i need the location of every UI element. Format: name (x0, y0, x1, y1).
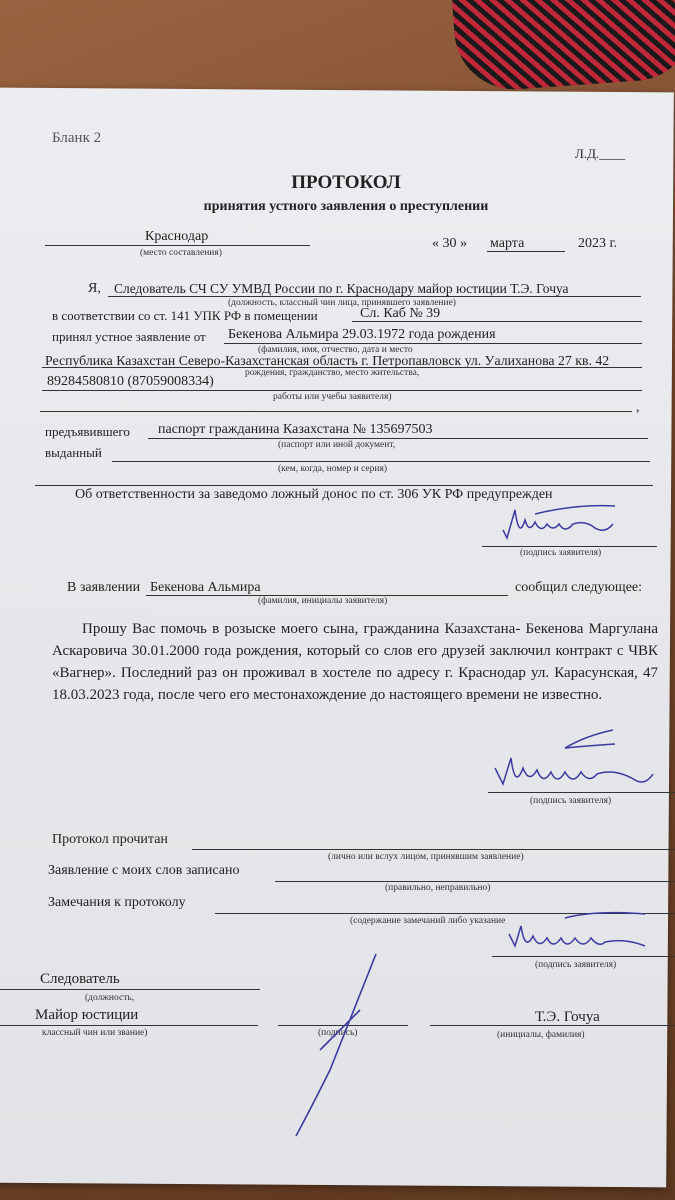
document-label: предъявившего (45, 424, 130, 439)
applicant-address: Республика Казахстан Северо-Казахстанская область г. Петропавловск ул. Уалиханова 27 кв. 42 (45, 353, 610, 368)
applicant-signature-2 (485, 728, 665, 793)
statement-label: В заявлении (67, 580, 141, 595)
comma: , (636, 400, 640, 415)
place-caption: (место составления) (140, 248, 222, 258)
officer-rank-caption: классный чин или звание) (42, 1028, 148, 1038)
officer-name-caption: (инициалы, фамилия) (497, 1030, 585, 1040)
recorded-label: Заявление с моих слов записано (48, 863, 240, 878)
statement-caption: (фамилия, инициалы заявителя) (258, 596, 388, 606)
place-value: Краснодар (145, 229, 209, 244)
remarks-label: Замечания к протоколу (48, 895, 186, 910)
applicant-signature-1 (495, 500, 625, 545)
officer-signature (290, 950, 385, 1140)
premises-value: Сл. Каб № 39 (360, 306, 441, 321)
signature-caption-3: (подпись заявителя) (535, 960, 617, 970)
case-reference: Л.Д.____ (575, 146, 626, 161)
officer-position: Следователь (40, 971, 120, 987)
document-subtitle: принятия устного заявления о преступлении (203, 199, 489, 214)
investigator-value: Следователь СЧ СУ УМВД России по г. Краснодару майор юстиции Т.Э. Гочуа (114, 281, 569, 296)
read-caption: (лично или вслух лицом, принявшим заявление) (328, 852, 524, 862)
applicant-signature-3 (505, 908, 665, 958)
false-report-warning: Об ответственности за заведомо ложный донос по ст. 306 УК РФ предупрежден (75, 487, 553, 502)
form-label: Бланк 2 (52, 130, 102, 146)
applicant-caption-1: (фамилия, имя, отчество, дата и место (258, 345, 413, 355)
date-month: марта (490, 236, 525, 251)
applicant-caption-3: работы или учебы заявителя) (273, 392, 392, 402)
applicant-value: Бекенова Альмира 29.03.1972 года рождения (228, 327, 496, 342)
investigator-prefix: Я, (88, 281, 101, 296)
document-value: паспорт гражданина Казахстана № 135697503 (158, 422, 433, 437)
applicant-caption-2: рождения, гражданство, место жительства, (245, 368, 420, 378)
issued-label: выданный (45, 445, 102, 460)
document-caption: (паспорт или иной документ, (278, 440, 396, 450)
issued-caption: (кем, когда, номер и серия) (278, 464, 388, 474)
signature-caption-1: (подпись заявителя) (520, 548, 602, 558)
date-year: 2023 г. (578, 236, 618, 251)
statement-applicant: Бекенова Альмира (150, 580, 261, 595)
officer-rank: Майор юстиции (35, 1007, 139, 1023)
lanyard-cord (452, 0, 675, 93)
officer-signature-caption: (подпись) (318, 1028, 358, 1038)
applicant-phone: 89284580810 (87059008334) (47, 374, 214, 389)
date-day: « 30 » (432, 236, 467, 251)
premises-label: в соответствии со ст. 141 УПК РФ в помещении (52, 308, 318, 323)
recorded-caption: (правильно, неправильно) (385, 883, 491, 893)
investigator-caption: (должность, классный чин лица, принявшего заявление) (228, 298, 456, 308)
officer-name: Т.Э. Гочуа (535, 1009, 600, 1025)
read-label: Протокол прочитан (52, 832, 168, 847)
statement-text: Прошу Вас помочь в розыске моего сына, гражданина Казахстана- Бекенова Маргулана Аскаровича 30.01.2000 года рождения, который со слов его друзей заключил контракт с ЧВК «Вагнер». Последний раз он проживал в хостеле по адресу г. Краснодар ул. Карасунская, 47 18.03.2023 года, после чего его местонахождение до настоящего времени не известно. (52, 621, 658, 703)
document-title: ПРОТОКОЛ (291, 172, 401, 193)
applicant-label: принял устное заявление от (52, 329, 206, 344)
signature-caption-2: (подпись заявителя) (530, 796, 612, 806)
remarks-caption: (содержание замечаний либо указание (350, 916, 506, 926)
statement-suffix: сообщил следующее: (515, 580, 643, 595)
officer-position-caption: (должность, (85, 993, 135, 1003)
